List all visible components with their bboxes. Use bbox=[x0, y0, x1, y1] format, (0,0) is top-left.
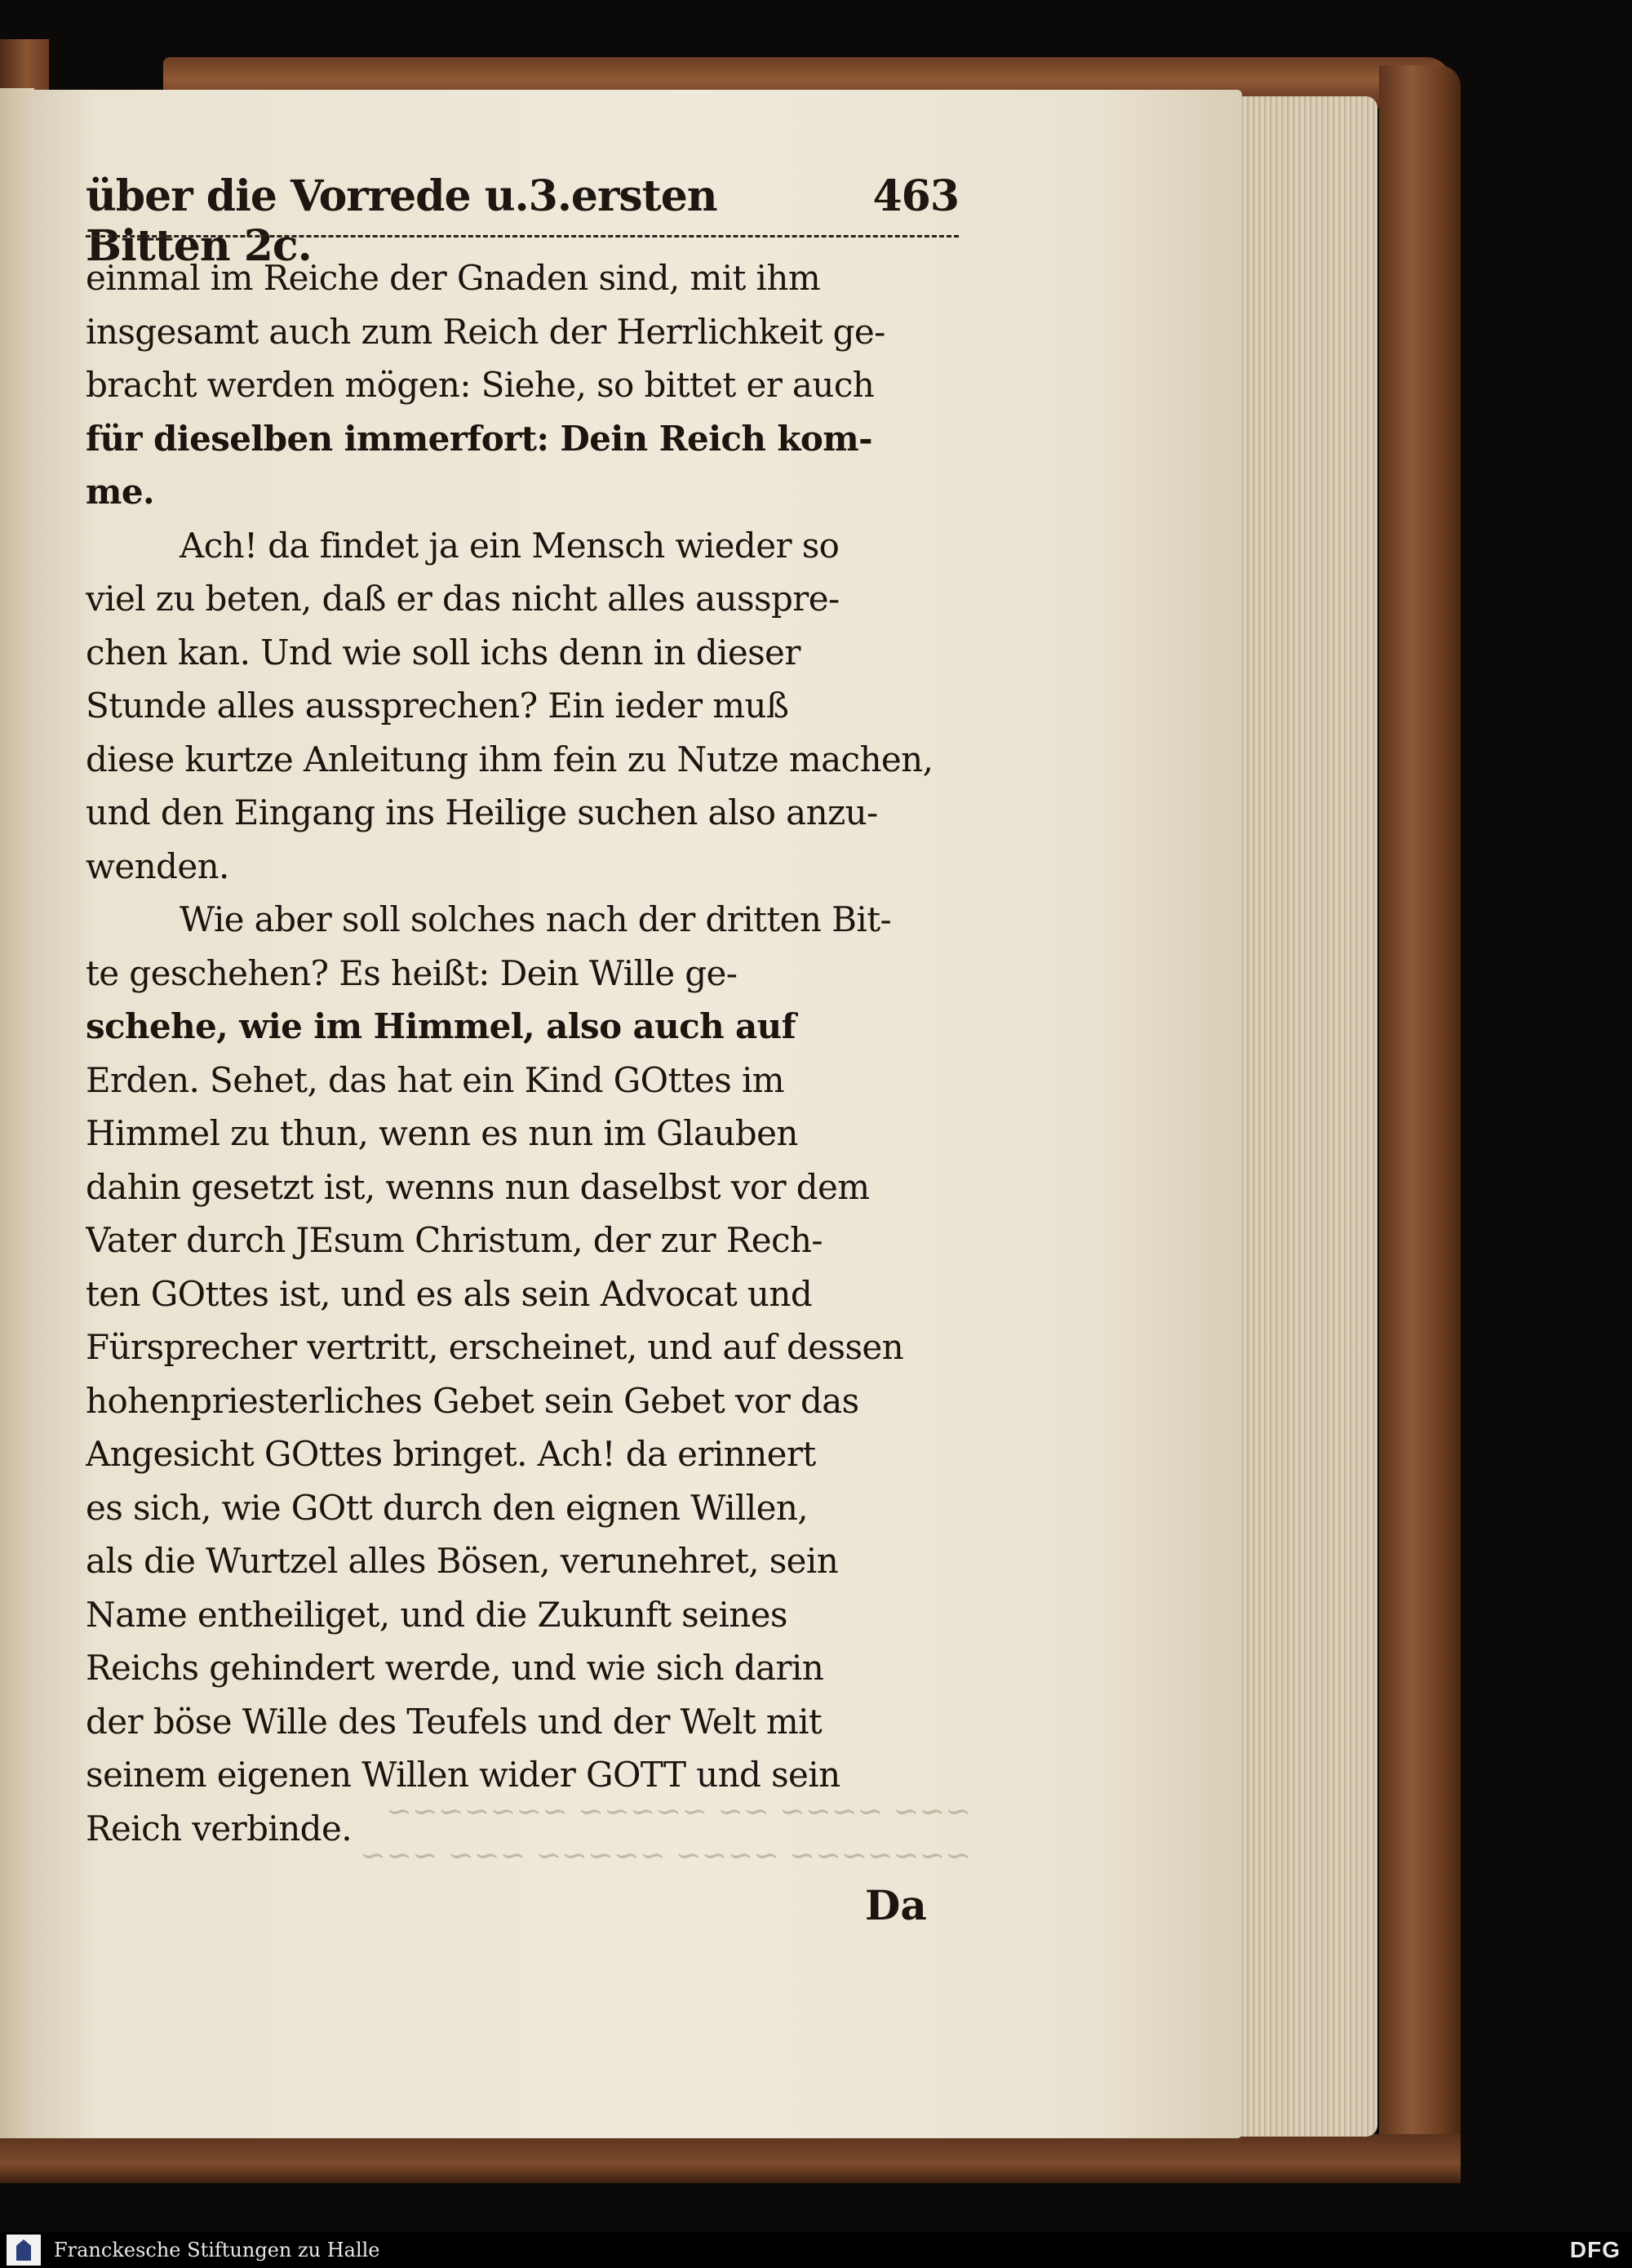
text-line: Erden. Sehet, das hat ein Kind GOttes im bbox=[86, 1059, 785, 1100]
text-line: Stunde alles aussprechen? Ein ieder muß bbox=[86, 686, 789, 726]
text-line: und den Eingang ins Heilige suchen also anzu- bbox=[86, 792, 878, 832]
catchword: Da bbox=[865, 1881, 927, 1929]
text-line: diese kurtze Anleitung ihm fein zu Nutze machen, bbox=[86, 739, 934, 779]
text-line: der böse Wille des Teufels und der Welt mit bbox=[86, 1701, 823, 1742]
text-line: Himmel zu thun, wenn es nun im Glauben bbox=[86, 1113, 798, 1153]
text-line: Vater durch JEsum Christum, der zur Rech- bbox=[86, 1220, 823, 1260]
show-through-text: ~~~ ~~~~ ~~ ~~~~~ ~~~~~~~ ~~~~~~~ ~~~~ ~~~~~ ~~~ ~~~ bbox=[360, 1793, 971, 1873]
text-line: es sich, wie GOtt durch den eignen Willen, bbox=[86, 1487, 809, 1528]
text-line: schehe, wie im Himmel, also auch auf bbox=[86, 1006, 796, 1046]
header-rule bbox=[86, 235, 959, 237]
text-line: dahin gesetzt ist, wenns nun daselbst vor dem bbox=[86, 1166, 870, 1207]
text-line: einmal im Reiche der Gnaden sind, mit ihm bbox=[86, 258, 821, 298]
text-line: Wie aber soll solches nach der dritten Bit- bbox=[180, 899, 892, 939]
footer-institution: Franckesche Stiftungen zu Halle bbox=[54, 2239, 380, 2261]
text-line: wenden. bbox=[86, 846, 229, 886]
text-line: bracht werden mögen: Siehe, so bittet er auch bbox=[86, 365, 875, 405]
text-line: Angesicht GOttes bringet. Ach! da erinnert bbox=[86, 1434, 816, 1474]
text-line: seinem eigenen Willen wider GOTT und sein bbox=[86, 1755, 840, 1795]
text-line: insgesamt auch zum Reich der Herrlichkeit ge- bbox=[86, 311, 885, 352]
text-line: Name entheiliget, und die Zukunft seines bbox=[86, 1594, 787, 1635]
francke-foundations-logo-icon bbox=[7, 2235, 41, 2266]
page-fore-edge bbox=[1232, 96, 1377, 2137]
footer-bar bbox=[0, 2232, 1632, 2268]
text-line: für dieselben immerfort: Dein Reich kom- bbox=[86, 418, 872, 459]
book-cover-right bbox=[1379, 65, 1461, 2171]
running-head-title: über die Vorrede u.3.ersten Bitten 2c. bbox=[86, 171, 717, 271]
page-number: 463 bbox=[872, 171, 959, 221]
text-line: Reich verbinde. bbox=[86, 1808, 352, 1849]
text-line: ten GOttes ist, und es als sein Advocat und bbox=[86, 1273, 813, 1314]
text-line: Reichs gehindert werde, und wie sich darin bbox=[86, 1648, 824, 1688]
dfg-logo: DFG bbox=[1569, 2237, 1621, 2262]
body-text bbox=[86, 251, 959, 1855]
text-line: te geschehen? Es heißt: Dein Wille ge- bbox=[86, 952, 738, 993]
book-cover-bottom bbox=[0, 2134, 1461, 2183]
text-line: Fürsprecher vertritt, erscheinet, und auf dessen bbox=[86, 1327, 904, 1367]
text-line: Ach! da findet ja ein Mensch wieder so bbox=[180, 525, 840, 566]
text-line: chen kan. Und wie soll ichs denn in dieser bbox=[86, 632, 800, 672]
text-line: viel zu beten, daß er das nicht alles ausspre- bbox=[86, 579, 840, 619]
text-line: me. bbox=[86, 472, 154, 512]
text-line: hohenpriesterliches Gebet sein Gebet vor das bbox=[86, 1380, 859, 1421]
text-line: als die Wurtzel alles Bösen, verunehret, sein bbox=[86, 1541, 839, 1581]
